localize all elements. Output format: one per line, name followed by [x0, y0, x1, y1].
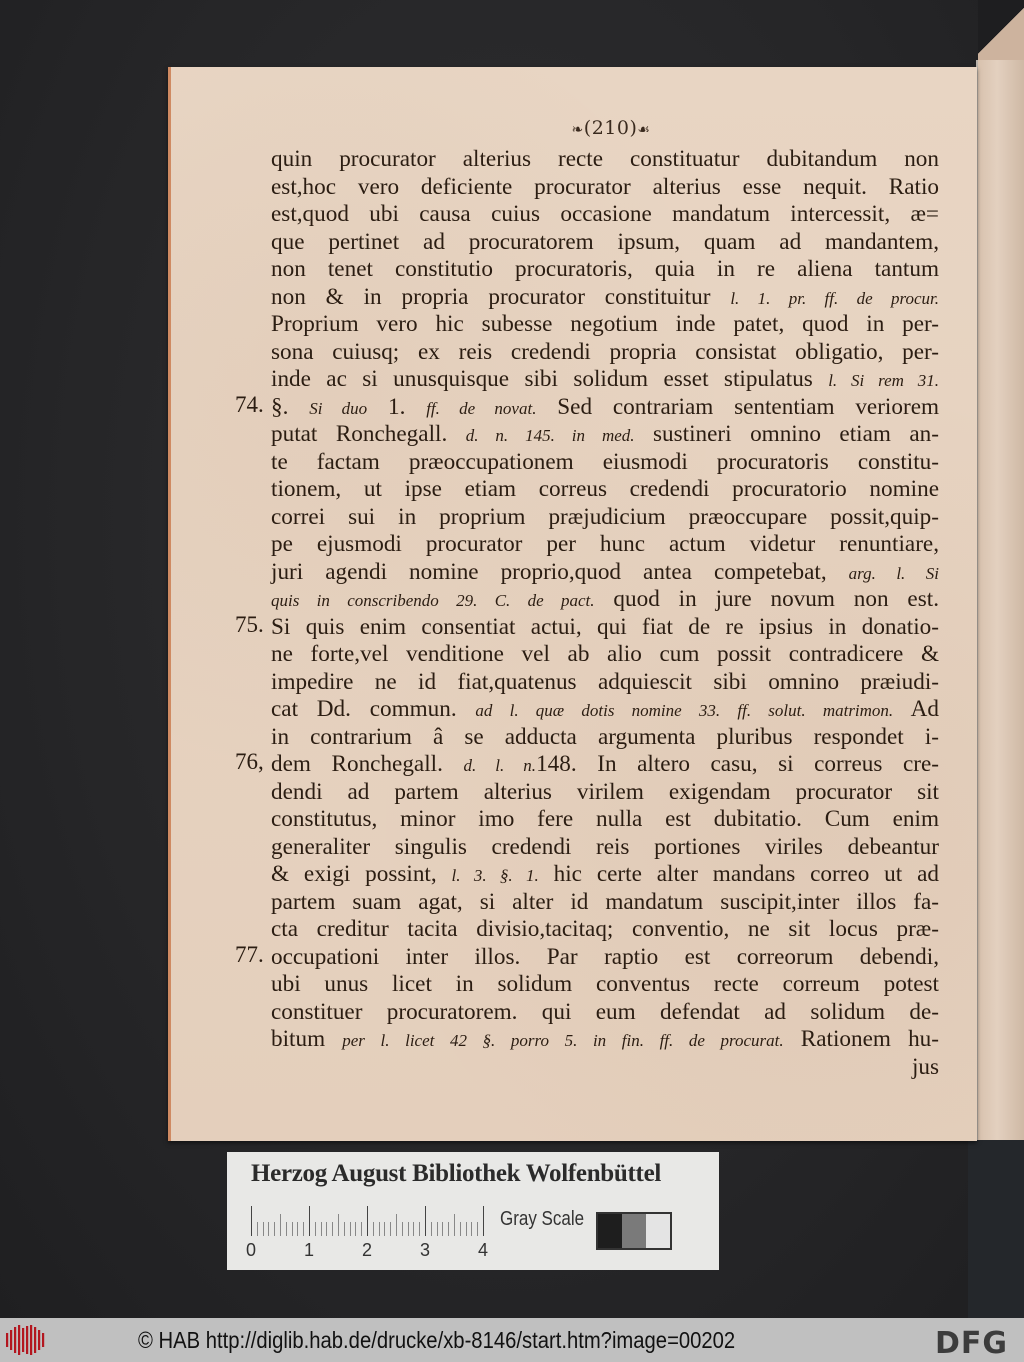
line-text: constitutus, minor imo fere nulla est dubitatio. Cum enim — [271, 806, 939, 832]
ruler-tick — [338, 1214, 339, 1236]
line-text: inde ac si unusquisque sibi solidum esset stipulatus — [271, 366, 829, 392]
ruler-tick — [390, 1222, 391, 1236]
text-line — [271, 916, 939, 944]
line-text: ne forte,vel venditione vel ab alio cum possit contradicere & — [271, 641, 939, 667]
page-number-header — [541, 117, 681, 139]
text-line — [271, 504, 939, 532]
line-text: putat Ronchegall. — [271, 421, 466, 447]
ruler-label: 2 — [362, 1240, 373, 1260]
page-number: (210) — [583, 117, 638, 139]
text-line — [271, 476, 939, 504]
ruler-tick — [425, 1206, 426, 1236]
text-line — [271, 861, 939, 889]
citation-text: l. 3. §. 1. — [451, 866, 539, 885]
text-line — [271, 696, 939, 724]
line-text: §. — [271, 393, 310, 420]
text-line — [271, 531, 939, 559]
line-text: sona cuiusq; ex reis credendi propria consistat obligatio, per- — [271, 338, 939, 365]
line-text: correi sui in proprium præjudicium præoccupare possit,quip- — [271, 503, 939, 530]
ruler-tick — [396, 1214, 397, 1236]
ruler-tick — [477, 1222, 478, 1236]
line-text: Si quis enim consentiat actui, qui fiat de re ipsius in donatio- — [271, 613, 939, 640]
line-text: non tenet constitutio procuratoris, quia in re aliena tantum — [271, 256, 939, 282]
text-line — [271, 174, 939, 202]
ruler-tick — [431, 1222, 432, 1236]
text-line — [271, 779, 939, 807]
gray-swatch — [646, 1214, 670, 1248]
line-text: hic certe alter mandans correo ut ad — [538, 861, 939, 887]
citation-text: ad l. quæ dotis nomine 33. ff. solut. matrimon. — [475, 701, 894, 720]
body-text — [271, 146, 939, 1081]
text-line — [271, 586, 939, 614]
citation-text: arg. l. Si — [848, 563, 939, 583]
text-line — [271, 229, 939, 257]
ruler-tick — [280, 1214, 281, 1236]
margin-section-number: 77. — [235, 941, 264, 967]
ruler-label: 3 — [420, 1240, 431, 1260]
footer-bar — [0, 1318, 1024, 1362]
gray-swatch — [598, 1214, 622, 1248]
ruler-tick — [437, 1222, 438, 1236]
ruler-tick — [379, 1222, 380, 1236]
ruler-tick — [257, 1222, 258, 1236]
text-line — [271, 146, 939, 174]
ruler-tick — [286, 1222, 287, 1236]
text-line — [271, 971, 939, 999]
ruler-tick — [460, 1222, 461, 1236]
line-text: 1. — [367, 393, 427, 420]
ruler-tick — [419, 1222, 420, 1236]
ruler-tick — [361, 1222, 362, 1236]
ruler-label: 1 — [304, 1240, 315, 1260]
ruler-tick — [268, 1222, 269, 1236]
text-line — [271, 641, 939, 669]
ruler-tick — [442, 1222, 443, 1236]
color-reference-card — [227, 1152, 719, 1270]
line-text: dem Ronchegall. — [271, 751, 464, 777]
ruler-tick — [303, 1222, 304, 1236]
line-text: cat Dd. commun. — [271, 696, 476, 722]
citation-text: l. 1. pr. ff. de procur. — [730, 288, 939, 308]
ruler-tick — [413, 1222, 414, 1236]
line-text: bitum — [271, 1026, 343, 1052]
line-text: juri agendi nomine proprio,quod antea competebat, — [271, 558, 849, 585]
ruler-tick — [355, 1222, 356, 1236]
ruler-tick — [448, 1222, 449, 1236]
ruler-tick — [321, 1222, 322, 1236]
text-line — [271, 284, 939, 312]
catchword: jus — [911, 1053, 939, 1080]
line-text: dendi ad partem alterius virilem exigendam procurator sit — [271, 778, 939, 805]
hab-logo-icon — [4, 1324, 46, 1356]
text-line — [271, 834, 939, 862]
ruler-tick — [292, 1222, 293, 1236]
book-page — [168, 67, 977, 1141]
citation-text: quis in conscribendo 29. C. de pact. — [271, 591, 595, 610]
line-text: cta creditur tacita divisio,tacitaq; conventio, ne sit locus præ- — [271, 916, 939, 942]
dfg-logo: DFG — [935, 1326, 1009, 1361]
line-text: Ad — [893, 696, 940, 722]
ruler-tick — [274, 1222, 275, 1236]
ruler-tick — [367, 1206, 368, 1236]
library-name: Herzog August Bibliothek Wolfenbüttel — [251, 1160, 662, 1187]
text-line — [271, 201, 939, 229]
ruler-tick — [251, 1206, 252, 1236]
ruler-tick — [332, 1222, 333, 1236]
margin-section-number: 74. — [235, 391, 264, 417]
text-line — [271, 559, 939, 587]
ruler-tick — [454, 1214, 455, 1236]
ruler-label: 0 — [246, 1240, 257, 1260]
ruler-tick — [263, 1222, 264, 1236]
text-line — [271, 724, 939, 752]
text-line — [271, 421, 939, 449]
line-text: 148. In altero casu, si correus cre- — [536, 751, 939, 777]
line-text: sustineri omnino etiam an- — [634, 421, 940, 447]
ruler-tick — [373, 1222, 374, 1236]
citation-text: Si duo — [309, 398, 368, 418]
citation-text: d. n. 145. in med. — [465, 426, 635, 445]
ruler-tick — [483, 1206, 484, 1236]
text-line — [271, 669, 939, 697]
line-text: generaliter singulis credendi reis portiones viriles debeantur — [271, 833, 939, 860]
line-text: Rationem hu- — [783, 1026, 939, 1052]
ruler-tick — [344, 1222, 345, 1236]
text-line — [271, 614, 939, 642]
ruler-tick — [326, 1222, 327, 1236]
ruler-label: 4 — [478, 1240, 489, 1260]
text-line — [271, 889, 939, 917]
line-text: Sed contrariam sententiam veriorem — [536, 393, 940, 420]
line-text: pe ejusmodi procurator per hunc actum videtur renuntiare, — [271, 531, 939, 557]
adjacent-page-edge — [976, 60, 1024, 1318]
citation-text: per l. licet 42 §. porro 5. in fin. ff. de procurat. — [342, 1031, 784, 1050]
line-text: est,quod ubi causa cuius occasione mandatum intercessit, æ= — [271, 201, 939, 227]
text-line — [271, 366, 939, 394]
line-text: constituer procuratorem. qui eum defendat ad solidum de- — [271, 998, 939, 1025]
text-line — [271, 751, 939, 779]
line-text: non & in propria procurator constituitur — [271, 283, 731, 310]
ornament-left-icon: ❧ — [571, 122, 584, 138]
gray-scale-swatches — [596, 1212, 672, 1250]
ruler-tick — [350, 1222, 351, 1236]
text-line — [271, 339, 939, 367]
copyright-link[interactable]: © HAB http://diglib.hab.de/drucke/xb-8146/start.htm?image=00202 — [138, 1327, 736, 1353]
ruler-tick — [297, 1222, 298, 1236]
line-text: quin procurator alterius recte constituatur dubitandum non — [271, 146, 939, 172]
ruler-tick — [402, 1222, 403, 1236]
text-line — [271, 311, 939, 339]
text-line — [271, 256, 939, 284]
gray-scale-label: Gray Scale — [500, 1208, 585, 1230]
line-text: ubi unus licet in solidum conventus recte correum potest — [271, 971, 939, 997]
margin-section-number: 76, — [235, 749, 264, 774]
line-text: te factam præoccupationem eiusmodi procuratoris constitu- — [271, 448, 939, 475]
ruler-tick — [384, 1222, 385, 1236]
gray-swatch — [622, 1214, 646, 1248]
citation-text: d. l. n. — [463, 756, 537, 775]
text-line — [271, 999, 939, 1027]
ruler-tick — [471, 1222, 472, 1236]
text-line — [271, 449, 939, 477]
line-text: partem suam agat, si alter id mandatum suscipit,inter illos fa- — [271, 888, 939, 915]
text-line — [271, 944, 939, 972]
line-text: in contrarium â se adducta argumenta pluribus respondet i- — [271, 723, 939, 750]
line-text: est,hoc vero deficiente procurator alterius esse nequit. Ratio — [271, 173, 939, 200]
measurement-ruler — [246, 1210, 489, 1260]
margin-section-number: 75. — [235, 611, 264, 637]
text-line — [271, 394, 939, 422]
line-text: Proprium vero hic subesse negotium inde patet, quod in per- — [271, 311, 939, 337]
ruler-tick — [309, 1206, 310, 1236]
ruler-tick — [466, 1222, 467, 1236]
ruler-tick — [408, 1222, 409, 1236]
line-text: quod in jure novum non est. — [594, 586, 939, 612]
ornament-right-icon: ☙ — [637, 122, 651, 138]
line-text: impedire ne id fiat,quatenus adquiescit sibi omnino præiudi- — [271, 668, 939, 695]
citation-text: l. Si rem 31. — [828, 371, 939, 390]
line-text: que pertinet ad procuratorem ipsum, quam ad mandantem, — [271, 228, 939, 255]
ruler-tick — [315, 1222, 316, 1236]
line-text: tionem, ut ipse etiam correus credendi procuratorio nomine — [271, 476, 939, 502]
line-text: occupationi inter illos. Par raptio est correorum debendi, — [271, 943, 939, 970]
line-text: & exigi possint, — [271, 861, 452, 887]
text-line — [271, 1026, 939, 1054]
text-line — [271, 806, 939, 834]
citation-text: ff. de novat. — [426, 398, 537, 418]
